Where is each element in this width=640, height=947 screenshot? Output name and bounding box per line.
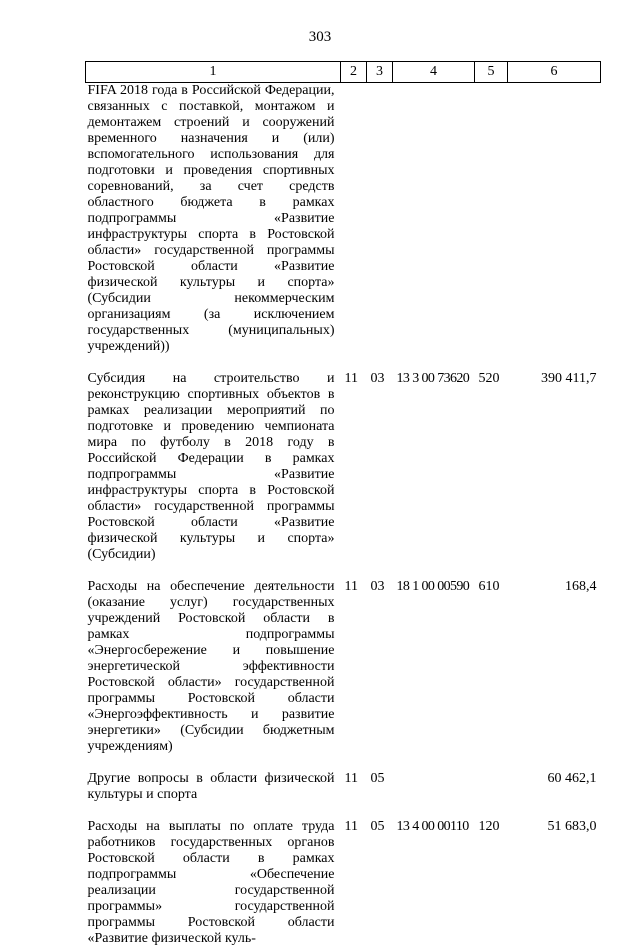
table-row bbox=[86, 771, 601, 819]
table-row bbox=[86, 83, 601, 372]
header-row bbox=[86, 62, 601, 83]
row-description: Расходы на выплаты по оплате труда работников государственных органов Ростовской области в рамках подпрограммы «Обеспечение реализации государственной программы» государственной программы Ростовской области «Развитие физической куль- bbox=[86, 819, 341, 947]
row-subsection: 03 bbox=[367, 579, 393, 771]
row-section: 11 bbox=[341, 579, 367, 771]
header-col-3: 3 bbox=[367, 62, 393, 83]
header-col-4: 4 bbox=[393, 62, 475, 83]
row-expense-type: 610 bbox=[475, 579, 508, 771]
table-row bbox=[86, 579, 601, 771]
row-amount: 390 411,7 bbox=[508, 371, 601, 579]
row-amount: 168,4 bbox=[508, 579, 601, 771]
budget-table bbox=[85, 61, 601, 947]
table-row bbox=[86, 819, 601, 947]
header-col-2: 2 bbox=[341, 62, 367, 83]
row-target-article bbox=[393, 83, 475, 372]
header-col-6: 6 bbox=[508, 62, 601, 83]
row-description: Субсидия на строительство и реконструкцию спортивных объектов в рамках реализации мероприятий по подготовке и проведению чемпионата мира по футболу в 2018 году в Российской Федерации в рамках подпрограммы «Развитие инфраструктуры спорта в Ростовской области» государственной программы Ростовской области «Развитие физической культуры и спорта» (Субсидии) bbox=[86, 371, 341, 579]
row-expense-type: 520 bbox=[475, 371, 508, 579]
row-subsection: 03 bbox=[367, 371, 393, 579]
row-amount bbox=[508, 83, 601, 372]
row-description: FIFA 2018 года в Российской Федерации, связанных с поставкой, монтажом и демонтажем строений и сооружений временного назначения и (или) вспомогательного использования для подготовки и проведения спортивных соревнований, за счет средств областного бюджета в рамках подпрограммы «Развитие инфраструктуры спорта в Ростовской области» государственной программы Ростовской области «Развитие физической культуры и спорта» (Субсидии некоммерческим организациям (за исключением государственных (муниципальных) учреждений)) bbox=[86, 83, 341, 372]
row-subsection: 05 bbox=[367, 819, 393, 947]
row-section bbox=[341, 83, 367, 372]
row-target-article: 13 3 00 73620 bbox=[393, 371, 475, 579]
row-section: 11 bbox=[341, 771, 367, 819]
row-expense-type: 120 bbox=[475, 819, 508, 947]
row-expense-type bbox=[475, 771, 508, 819]
row-target-article: 18 1 00 00590 bbox=[393, 579, 475, 771]
row-section: 11 bbox=[341, 371, 367, 579]
table-header bbox=[86, 62, 601, 83]
row-section: 11 bbox=[341, 819, 367, 947]
page-number: 303 bbox=[0, 28, 640, 46]
table-row bbox=[86, 371, 601, 579]
row-subsection: 05 bbox=[367, 771, 393, 819]
row-description: Расходы на обеспечение деятельности (оказание услуг) государственных учреждений Ростовской области в рамках подпрограммы «Энергосбережение и повышение энергетической эффективности Ростовской области» государственной программы Ростовской области «Энергоэффективность и развитие энергетики» (Субсидии бюджетным учреждениям) bbox=[86, 579, 341, 771]
row-amount: 60 462,1 bbox=[508, 771, 601, 819]
row-target-article bbox=[393, 771, 475, 819]
row-subsection bbox=[367, 83, 393, 372]
header-col-5: 5 bbox=[475, 62, 508, 83]
row-description: Другие вопросы в области физической культуры и спорта bbox=[86, 771, 341, 819]
header-col-1: 1 bbox=[86, 62, 341, 83]
row-amount: 51 683,0 bbox=[508, 819, 601, 947]
row-target-article: 13 4 00 00110 bbox=[393, 819, 475, 947]
row-expense-type bbox=[475, 83, 508, 372]
table-body bbox=[86, 83, 601, 947]
